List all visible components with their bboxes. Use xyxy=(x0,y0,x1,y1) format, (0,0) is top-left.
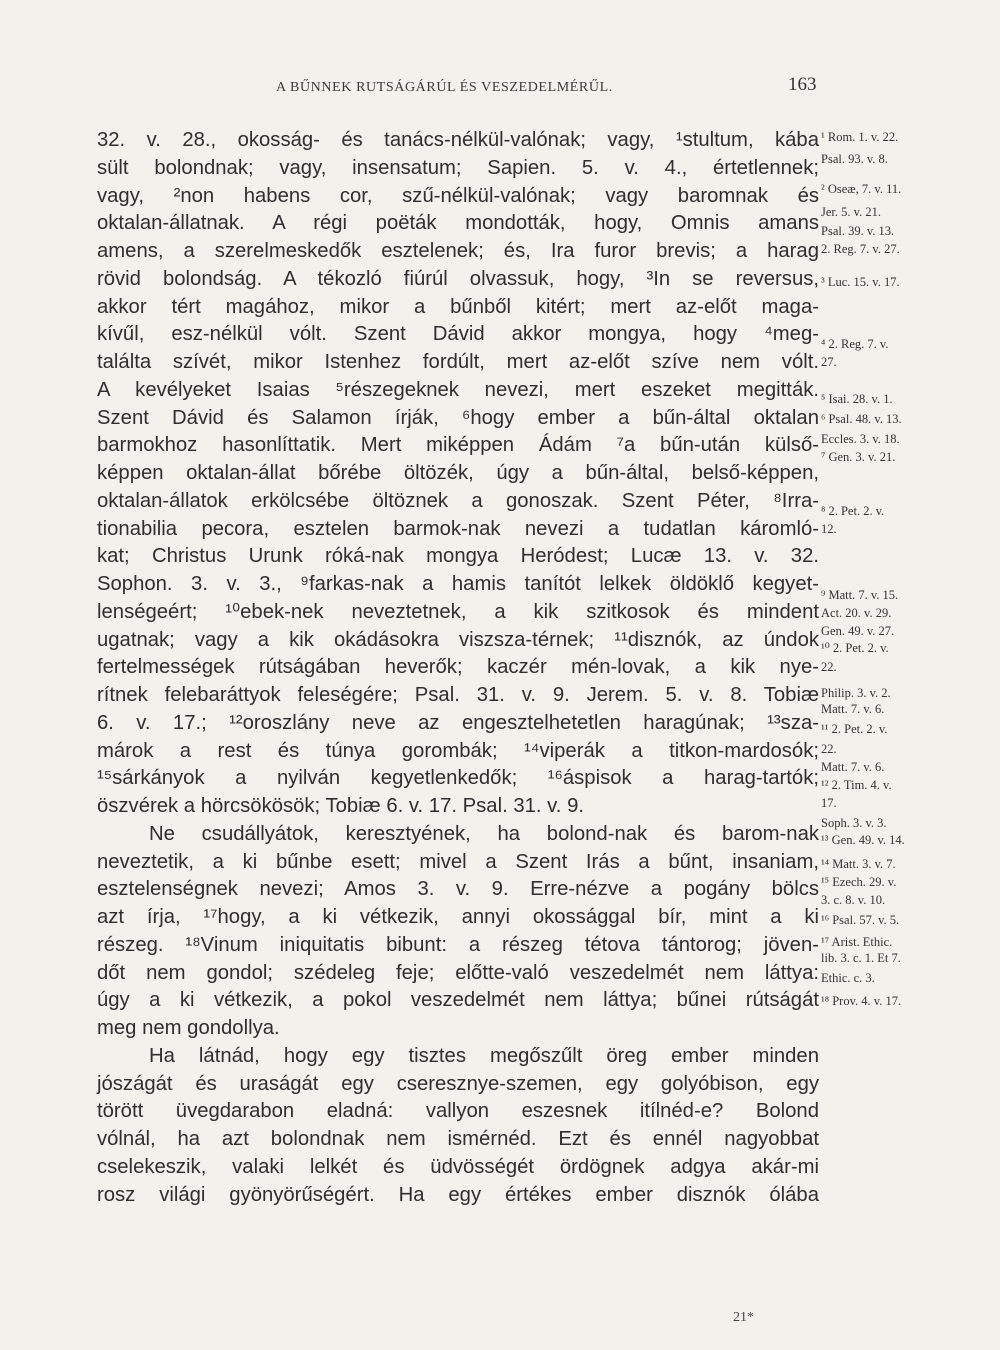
margin-note: ¹¹ 2. Pet. 2. v. xyxy=(821,722,888,736)
text-line: neveztetik, a ki bűnbe esett; mivel a Szent Irás a bűnt, insaniam, xyxy=(97,850,819,873)
running-header xyxy=(0,74,1000,104)
text-line: vagy, ²non habens cor, szű-nélkül-valónak; vagy baromnak és xyxy=(97,184,819,207)
text-line: oktalan-állatok erkölcsébe öltöznek a gonoszak. Szent Péter, ⁸Irra- xyxy=(97,489,819,512)
margin-note: Act. 20. v. 29. xyxy=(821,606,892,620)
text-line: cselekeszik, valaki lelkét és üdvösségét ördögnek adgya akár-mi xyxy=(97,1155,819,1178)
text-line: A kevélyeket Isaias ⁵részegeknek nevezi, mert eszeket megitták. xyxy=(97,378,819,401)
text-line: esztelenségnek nevezi; Amos 3. v. 9. Erre-nézve a pogány bölcs xyxy=(97,878,819,901)
text-line: rövid bolondság. A tékozló fiúrúl olvassuk, hogy, ³In se reversus, xyxy=(97,267,819,290)
margin-note: Philip. 3. v. 2. xyxy=(821,686,891,700)
margin-note: Matt. 7. v. 6. xyxy=(821,702,885,716)
margin-note: Gen. 49. v. 27. xyxy=(821,624,895,638)
text-line: azt írja, ¹⁷hogy, a ki vétkezik, annyi okossággal bír, mint a ki xyxy=(97,906,819,928)
margin-note: Psal. 39. v. 13. xyxy=(821,224,895,238)
margin-note: ¹⁶ Psal. 57. v. 5. xyxy=(821,913,900,927)
text-line: Szent Dávid és Salamon írják, ⁶hogy ember a bűn-által oktalan xyxy=(97,406,819,429)
text-line: vólnál, ha azt bolondnak nem ismérnéd. Ezt és ennél nagyobbat xyxy=(97,1128,819,1150)
text-line: meg nem gondollya. xyxy=(97,1017,280,1039)
margin-note: ⁵ Isai. 28. v. 1. xyxy=(821,392,893,406)
text-line: képpen oktalan-állat bőrébe öltözék, úgy a bűn-által, belső-képpen, xyxy=(97,462,819,484)
text-line: rítnek felebaráttyok feleségére; Psal. 31. v. 9. Jerem. 5. v. 8. Tobiæ xyxy=(97,684,819,706)
margin-note: ¹⁴ Matt. 3. v. 7. xyxy=(821,857,896,871)
text-line: kat; Christus Urunk róká-nak mongya Heródest; Lucæ 13. v. 32. xyxy=(97,545,819,568)
margin-note: Matt. 7. v. 6. xyxy=(821,760,885,774)
signature-mark: 21* xyxy=(733,1310,754,1325)
margin-note: ⁹ Matt. 7. v. 15. xyxy=(821,588,899,602)
margin-note: ¹ Rom. 1. v. 22. xyxy=(821,130,899,144)
text-line: Ne csudállyátok, keresztyének, ha bolond-nak és barom-nak xyxy=(149,822,819,845)
main-text-column xyxy=(97,127,819,1209)
text-line: akkor tért magához, mikor a bűnből kitért; mert az-előt maga- xyxy=(97,295,819,318)
text-line: rosz világi gyönyörűségért. Ha egy értékes ember disznók ólába xyxy=(97,1183,819,1206)
margin-note: ² Oseæ, 7. v. 11. xyxy=(821,182,902,196)
text-line: 32. v. 28., okosság- és tanács-nélkül-valónak; vagy, ¹stultum, kába xyxy=(97,129,819,151)
margin-note: ¹⁸ Prov. 4. v. 17. xyxy=(821,994,902,1008)
margin-note: lib. 3. c. 1. Et 7. xyxy=(821,951,901,965)
text-line: részeg. ¹⁸Vinum iniquitatis bibunt: a részeg tétova tántorog; jöven- xyxy=(97,933,819,956)
margin-note: ¹⁰ 2. Pet. 2. v. xyxy=(821,641,889,655)
margin-note: ⁴ 2. Reg. 7. v. xyxy=(821,337,889,351)
text-line: lenségeért; ¹⁰ebek-nek neveztetnek, a kik szitkosok és mindent xyxy=(97,600,819,623)
text-line: márok a rest és túnya gorombák; ¹⁴viperák a titkon-mardosók; xyxy=(97,739,819,762)
text-line: oktalan-állatnak. A régi poëták mondották, hogy, Omnis amans xyxy=(97,212,819,235)
margin-note: 2. Reg. 7. v. 27. xyxy=(821,242,900,256)
margin-note: Jer. 5. v. 21. xyxy=(821,205,881,219)
text-line: öszvérek a hörcsökösök; Tobiæ 6. v. 17. Psal. 31. v. 9. xyxy=(97,795,584,817)
running-title: A BŰNNEK RUTSÁGÁRÚL ÉS VESZEDELMÉRŰL. xyxy=(276,80,613,95)
margin-note: ¹⁷ Arist. Ethic. xyxy=(821,935,893,949)
text-line: ¹⁵sárkányok a nyilván kegyetlenkedők; ¹⁶áspisok a harag-tartók; xyxy=(97,767,819,790)
text-line: Sophon. 3. v. 3., ⁹farkas-nak a hamis tanítót lelkek öldöklő kegyet- xyxy=(97,573,819,595)
text-line: kívűl, esz-nélkül vólt. Szent Dávid akkor mongya, hogy ⁴meg- xyxy=(97,323,819,346)
margin-note: 22. xyxy=(821,660,837,674)
margin-note: Psal. 93. v. 8. xyxy=(821,152,888,166)
margin-note: 3. c. 8. v. 10. xyxy=(821,893,886,907)
text-line: Ha látnád, hogy egy tisztes megőszűlt öreg ember minden xyxy=(149,1044,819,1067)
text-line: úgy a ki vétkezik, a pokol veszedelmét nem láttya; bűnei rútságát xyxy=(97,989,819,1012)
text-line: tionabilia pecora, esztelen barmok-nak nevezi a tudatlan káromló- xyxy=(97,517,819,540)
margin-note: ⁸ 2. Pet. 2. v. xyxy=(821,504,885,518)
margin-note: ⁷ Gen. 3. v. 21. xyxy=(821,450,896,464)
page-number: 163 xyxy=(788,74,817,95)
text-line: barmokhoz hasonlíttatik. Mert miképpen Ádám ⁷a bűn-után külső- xyxy=(97,434,819,457)
text-line: fertelmességek rútságában heverők; kaczér mén-lovak, a kik nye- xyxy=(97,656,819,679)
text-line: találta szívét, mikor Istenhez fordúlt, mert az-előt szíve nem vólt. xyxy=(97,351,819,373)
text-line: amens, a szerelmeskedők esztelenek; és, Ira furor brevis; a harag xyxy=(97,240,819,262)
text-line: ugatnak; vagy a kik okádásokra viszsza-térnek; ¹¹disznók, az úndok xyxy=(97,628,819,651)
text-line: sült bolondnak; vagy, insensatum; Sapien. 5. v. 4., értetlennek; xyxy=(97,156,819,179)
text-line: dőt nem gondol; szédeleg feje; előtte-való veszedelmét nem láttya: xyxy=(97,961,819,984)
margin-note: 17. xyxy=(821,796,837,810)
text-line: törött üvegdarabon eladná: vallyon eszesnek itílnéd-e? Bolond xyxy=(97,1100,819,1123)
text-line: jószágát és uraságát egy cseresznye-szemen, egy golyóbison, egy xyxy=(97,1072,819,1095)
margin-note: ¹³ Gen. 49. v. 14. xyxy=(821,833,905,847)
margin-note: ¹² 2. Tim. 4. v. xyxy=(821,778,892,792)
margin-note: 12. xyxy=(821,522,837,536)
margin-note: ⁶ Psal. 48. v. 13. xyxy=(821,412,902,426)
text-line: 6. v. 17.; ¹²oroszlány neve az engesztelhetetlen haragúnak; ¹³sza- xyxy=(97,711,819,734)
margin-note: Eccles. 3. v. 18. xyxy=(821,432,900,446)
margin-note: 27. xyxy=(821,355,837,369)
margin-note: Soph. 3. v. 3. xyxy=(821,816,887,830)
margin-note: 22. xyxy=(821,742,837,756)
margin-note: ¹⁵ Ezech. 29. v. xyxy=(821,875,897,889)
margin-note: Ethic. c. 3. xyxy=(821,971,875,985)
margin-note: ³ Luc. 15. v. 17. xyxy=(821,275,900,289)
